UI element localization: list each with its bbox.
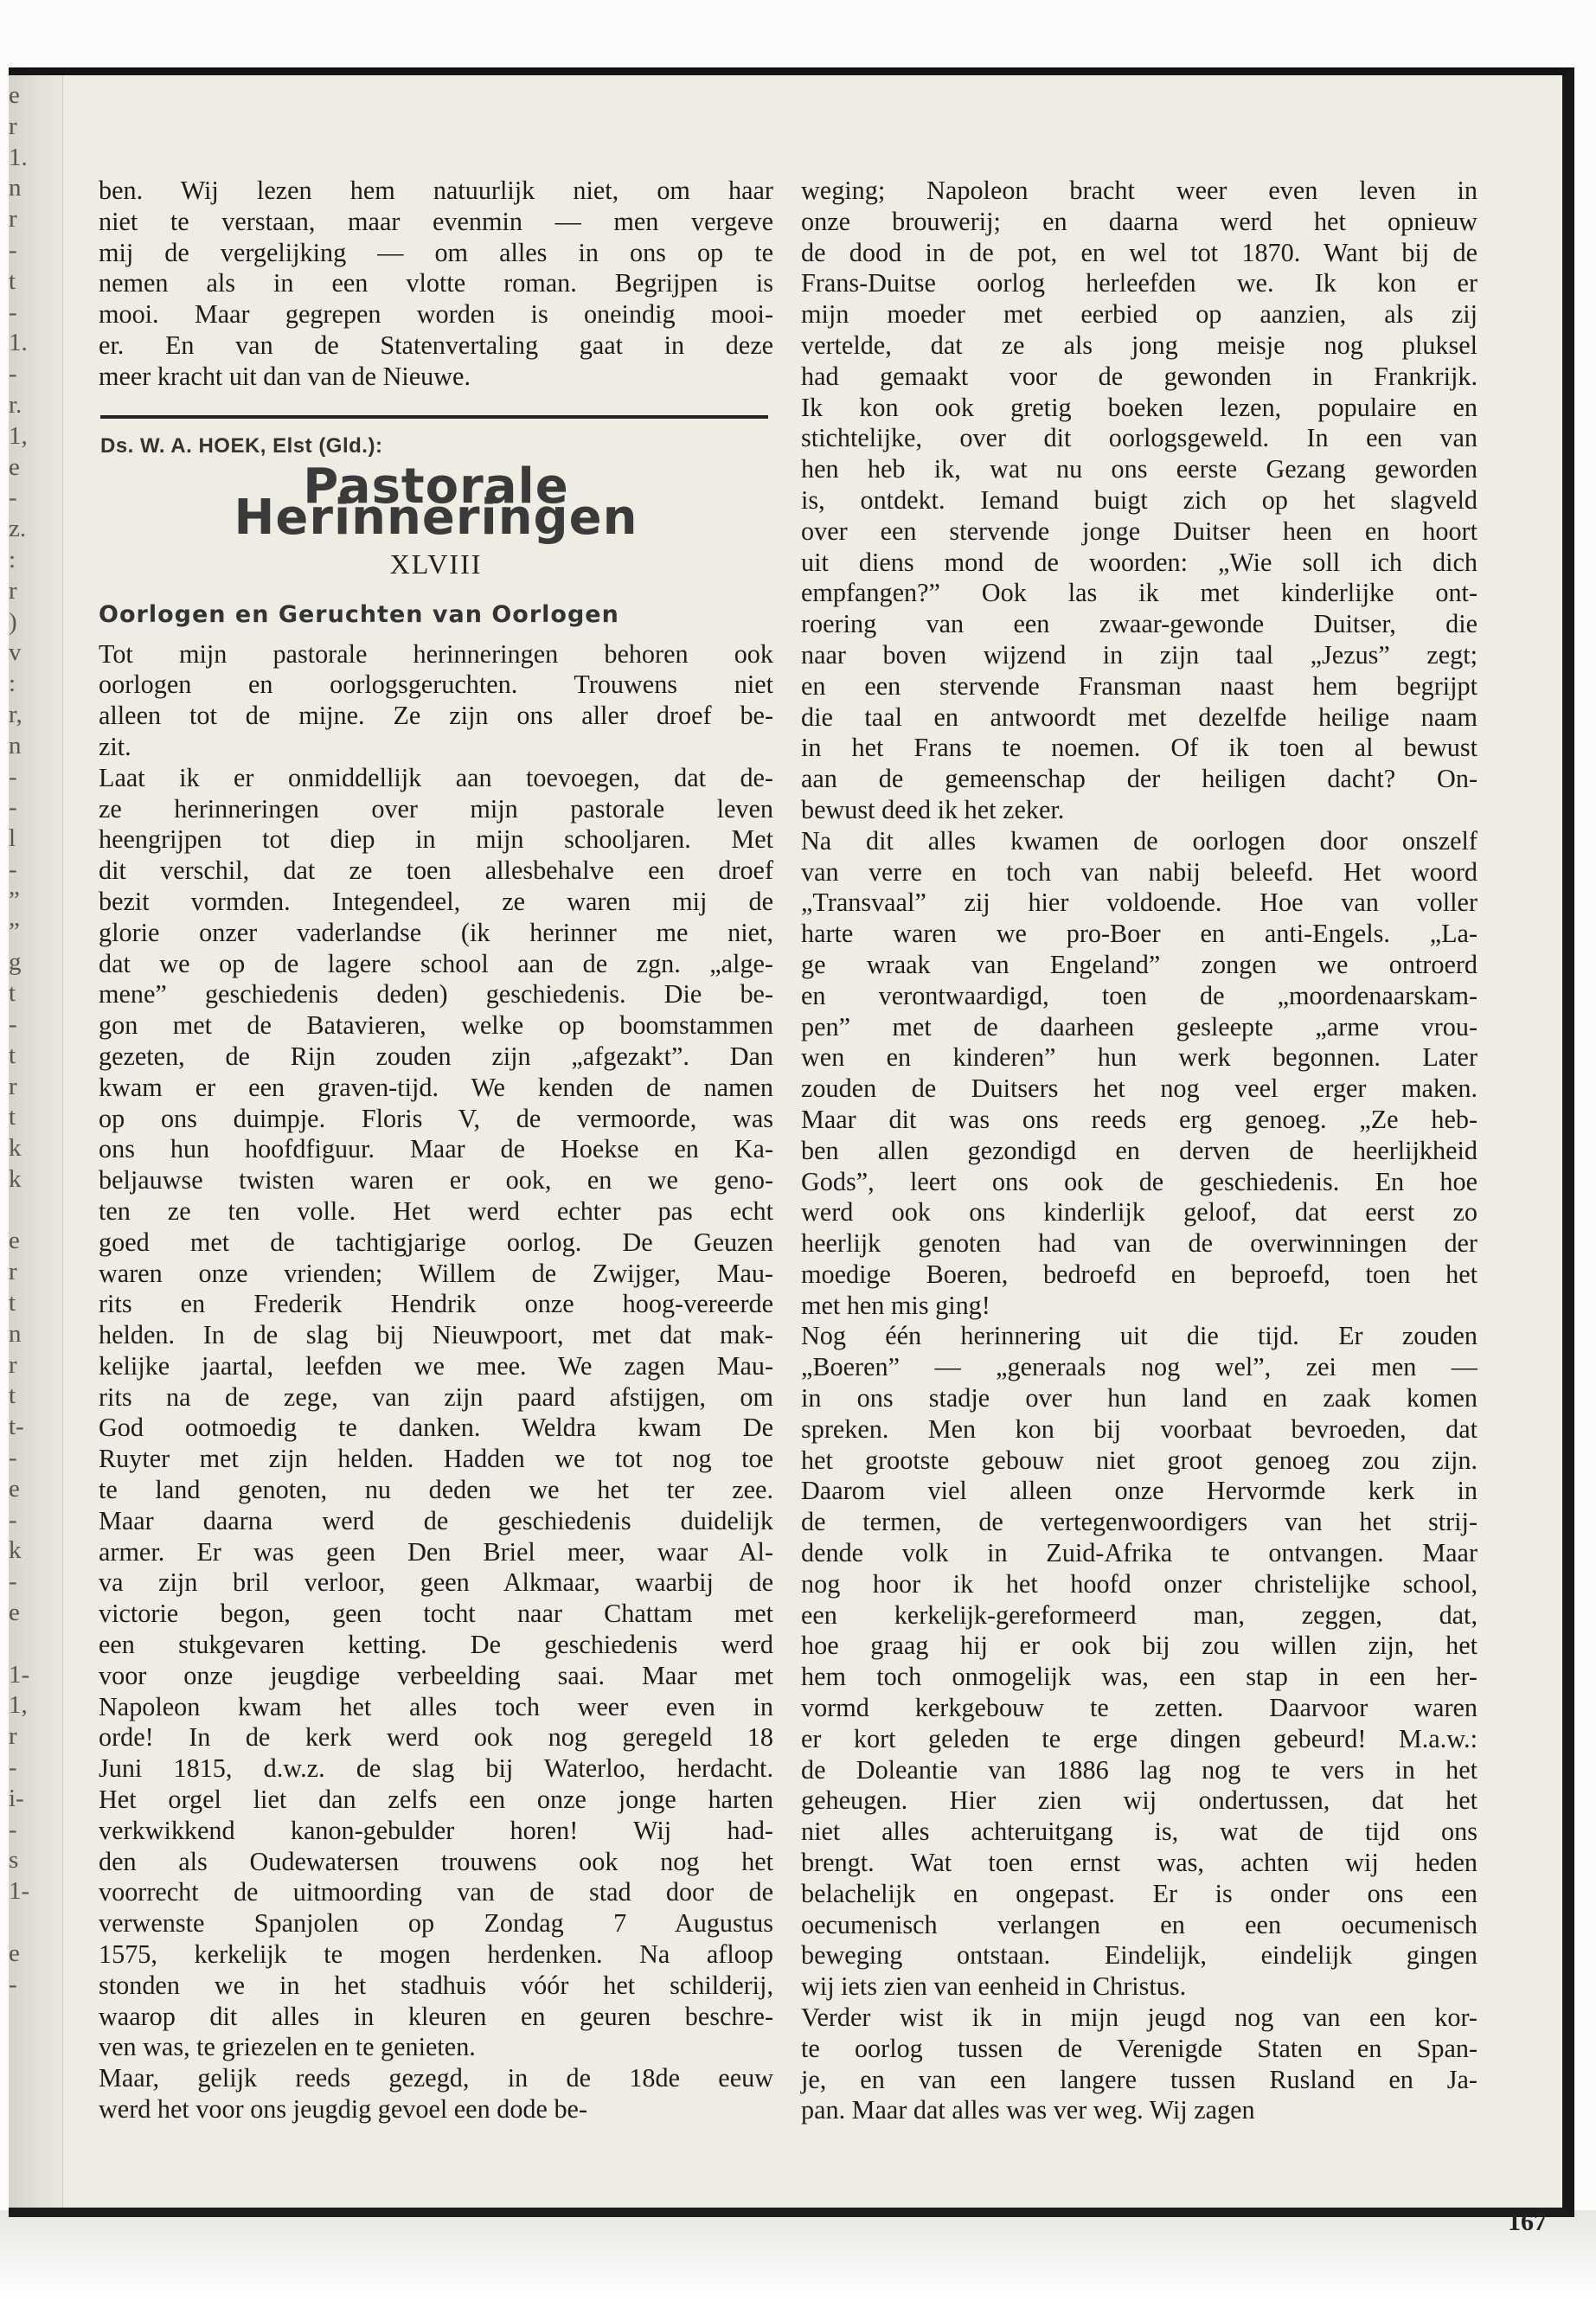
margin-fragment: n bbox=[9, 1319, 22, 1348]
text-line: de Doleantie van 1886 lag nog te vers in het bbox=[801, 1754, 1477, 1785]
article-title: Pastorale Herinneringen bbox=[234, 458, 638, 547]
text-line: vertelde, dat ze als jong meisje nog pluksel bbox=[801, 330, 1477, 360]
text-line: oecumenisch verlangen en een oecumenisch bbox=[801, 1909, 1477, 1939]
text-line: harte waren we pro-Boer en anti-Engels. „La- bbox=[801, 919, 1477, 949]
facing-page-margin bbox=[9, 75, 63, 2208]
text-line: hoe graag hij er ook bij zou willen zijn, het bbox=[801, 1631, 1477, 1661]
margin-fragment: n bbox=[9, 731, 22, 760]
margin-fragment: k bbox=[9, 1164, 22, 1193]
text-line: waarop dit alles in kleuren en geuren beschre- bbox=[99, 2001, 773, 2031]
margin-fragment: r bbox=[9, 1258, 17, 1286]
text-line: moedige Boeren, bedroefd en beproefd, toen het bbox=[801, 1259, 1477, 1289]
text-line: roering van een zwaar-gewonde Duitser, die bbox=[801, 609, 1477, 639]
text-line: aan de gemeenschap der heiligen dacht? On- bbox=[801, 764, 1477, 794]
text-line: werd het voor ons jeugdig gevoel een dode be- bbox=[99, 2094, 587, 2125]
text-line: ben allen gezondigd en derven de heerlijkheid bbox=[801, 1135, 1477, 1165]
text-line: hen heb ik, wat nu ons eerste Gezang geworden bbox=[801, 454, 1477, 484]
text-line: te land genoten, nu deden we het ter zee. bbox=[99, 1475, 773, 1505]
text-line: den als Oudewatersen trouwens ook nog het bbox=[99, 1846, 773, 1876]
text-line: er. En van de Statenvertaling gaat in deze bbox=[99, 330, 773, 360]
margin-fragment bbox=[9, 1907, 29, 1939]
text-line: van verre en toch van nabij beleefd. Het woord bbox=[801, 856, 1477, 887]
text-line: „Transvaal” zij hier voldoende. Hoe van voller bbox=[801, 888, 1477, 918]
article-subtitle: Oorlogen en Geruchten van Oorlogen bbox=[99, 600, 619, 628]
text-line: ten ze ten volle. Het werd echter pas echt bbox=[99, 1195, 773, 1226]
margin-fragments bbox=[9, 80, 29, 2000]
margin-fragment: - bbox=[9, 762, 17, 791]
text-line: victorie begon, geen tocht naar Chattam met bbox=[99, 1599, 773, 1629]
margin-fragment: - bbox=[9, 855, 17, 883]
text-line: mij de vergelijking — om alles in ons op te bbox=[99, 237, 773, 267]
text-line: God ootmoedig te danken. Weldra kwam De bbox=[99, 1413, 773, 1443]
margin-fragment: k bbox=[9, 1536, 22, 1565]
section-divider bbox=[100, 415, 768, 419]
margin-fragment: g bbox=[9, 948, 22, 977]
text-line: orde! In de kerk werd ook nog geregeld 18 bbox=[99, 1722, 773, 1753]
text-line: weging; Napoleon bracht weer even leven in bbox=[801, 176, 1477, 205]
margin-fragment bbox=[9, 1195, 29, 1227]
text-line: en verontwaardigd, toen de „moordenaarskam- bbox=[801, 980, 1477, 1010]
text-line: geheugen. Hier zien wij ondertussen, dat het bbox=[801, 1785, 1477, 1816]
text-line: het grootste gebouw niet groot genoeg zou zijn. bbox=[801, 1445, 1477, 1475]
margin-fragment: - bbox=[9, 484, 17, 512]
text-line: Maar dit was ons reeds erg genoeg. „Ze heb- bbox=[801, 1104, 1477, 1134]
margin-fragment: t- bbox=[9, 1413, 24, 1441]
text-line: verwenste Spanjolen op Zondag 7 Augustus bbox=[99, 1908, 773, 1939]
text-line: ven was, te griezelen en te genieten. bbox=[99, 2032, 476, 2062]
margin-fragment: 1, bbox=[9, 421, 28, 450]
text-line: Daarom viel alleen onze Hervormde kerk in bbox=[801, 1476, 1477, 1506]
text-line: kelijke jaartal, leefden we mee. We zagen Mau- bbox=[99, 1350, 773, 1381]
text-line: rits en Frederik Hendrik onze hoog-vereerde bbox=[99, 1289, 773, 1319]
text-line: had gemaakt voor de gewonden in Frankrijk. bbox=[801, 361, 1477, 391]
margin-fragment: 1. bbox=[9, 143, 28, 171]
margin-fragment: n bbox=[9, 174, 22, 202]
margin-fragment: v bbox=[9, 638, 22, 667]
margin-fragment: t bbox=[9, 266, 16, 295]
text-line: Frans-Duitse oorlog herleefden we. Ik kon er bbox=[801, 268, 1477, 298]
text-line: Nog één herinnering uit die tijd. Er zouden bbox=[801, 1321, 1477, 1351]
text-line: op ons duimpje. Floris V, de vermoorde, was bbox=[99, 1103, 773, 1133]
margin-fragment: t bbox=[9, 979, 16, 1008]
margin-fragment: r bbox=[9, 205, 17, 234]
article-number: XLVIII bbox=[389, 548, 483, 580]
margin-fragment: r bbox=[9, 1350, 17, 1379]
text-line: hem toch onmogelijk was, een stap in een her- bbox=[801, 1662, 1477, 1692]
margin-fragment: - bbox=[9, 1567, 17, 1596]
text-line: mijn moeder met eerbied op aanzien, als zij bbox=[801, 299, 1477, 330]
margin-fragment: t bbox=[9, 1381, 16, 1410]
right-column bbox=[801, 176, 1477, 2126]
text-line: stichtelijke, over dit oorlogsgeweld. In een van bbox=[801, 423, 1477, 453]
text-line: Ruyter met zijn helden. Hadden we tot nog toe bbox=[99, 1444, 773, 1474]
text-line: je, en van een langere tussen Rusland en Ja- bbox=[801, 2064, 1477, 2094]
text-line: naar boven wijzend in zijn taal „Jezus” zegt; bbox=[801, 639, 1477, 670]
text-line: Maar daarna werd de geschiedenis duidelijk bbox=[99, 1505, 773, 1535]
text-line: beweging ontstaan. Eindelijk, eindelijk gingen bbox=[801, 1940, 1477, 1971]
margin-fragment: - bbox=[9, 1815, 17, 1843]
text-line: wen en kinderen” hun werk begonnen. Later bbox=[801, 1042, 1477, 1073]
margin-fragment: - bbox=[9, 1753, 17, 1782]
text-line: voor onze jeugdige verbeelding saai. Maar met bbox=[99, 1660, 773, 1690]
text-line: nog hoor ik het hoofd onzer christelijke school, bbox=[801, 1568, 1477, 1599]
page-number: 167 bbox=[1508, 2208, 1547, 2236]
text-line: de termen, de vertegenwoordigers van het strij- bbox=[801, 1507, 1477, 1537]
margin-fragment: 1- bbox=[9, 1877, 30, 1906]
margin-fragment bbox=[9, 1629, 29, 1660]
text-line: 1575, kerkelijk te mogen herdenken. Na afloop bbox=[99, 1939, 773, 1970]
margin-fragment: z. bbox=[9, 515, 27, 543]
margin-fragment: t bbox=[9, 1289, 16, 1317]
margin-fragment: 1- bbox=[9, 1660, 30, 1689]
text-line: Juni 1815, d.w.z. de slag bij Waterloo, herdacht. bbox=[99, 1753, 773, 1784]
margin-fragment: s bbox=[9, 1846, 19, 1875]
text-line: Verder wist ik in mijn jeugd nog van een kor- bbox=[801, 2003, 1477, 2033]
text-line: vormd kerkgebouw te zetten. Daarvoor waren bbox=[801, 1693, 1477, 1723]
margin-fragment: 1, bbox=[9, 1691, 28, 1720]
text-line: Tot mijn pastorale herinneringen behoren ook bbox=[99, 638, 773, 669]
margin-fragment: r bbox=[9, 576, 17, 605]
margin-fragment: l bbox=[9, 824, 16, 853]
text-line: ons hun hoofdfiguur. Maar de Hoekse en Ka- bbox=[99, 1134, 773, 1164]
text-line: uit diens mond de woorden: „Wie soll ich dich bbox=[801, 547, 1477, 577]
margin-fragment: - bbox=[9, 298, 17, 326]
margin-fragment: - bbox=[9, 1009, 17, 1038]
text-line: armer. Er was geen Den Briel meer, waar Al- bbox=[99, 1536, 773, 1567]
text-line: en een stervende Fransman naast hem begrijpt bbox=[801, 670, 1477, 701]
text-line: wij iets zien van eenheid in Christus. bbox=[801, 1971, 1187, 2002]
text-line: gon met de Batavieren, welke op boomstammen bbox=[99, 1010, 773, 1041]
text-line: pan. Maar dat alles was ver weg. Wij zagen bbox=[801, 2095, 1255, 2125]
margin-fragment: e bbox=[9, 452, 20, 481]
text-line: Ik kon ook gretig boeken lezen, populaire en bbox=[801, 392, 1477, 422]
text-line: niet te verstaan, maar evenmin — men vergeve bbox=[99, 206, 773, 236]
text-line: er kort geleden te erge dingen gebeurd! M.a.w.: bbox=[801, 1723, 1477, 1753]
margin-fragment: - bbox=[9, 235, 17, 264]
text-line: Gods”, leert ons ook de geschiedenis. En hoe bbox=[801, 1166, 1477, 1196]
text-line: heengrijpen tot diep in mijn schooljaren. Met bbox=[99, 824, 773, 855]
text-line: oorlogen en oorlogsgeruchten. Trouwens niet bbox=[99, 670, 773, 700]
book-page bbox=[9, 67, 1574, 2236]
margin-fragment: - bbox=[9, 1970, 17, 1998]
text-line: kwam er een graven-tijd. We kenden de namen bbox=[99, 1072, 773, 1102]
text-line: bewust deed ik het zeker. bbox=[801, 794, 1065, 824]
text-line: onze brouwerij; en daarna werd het opnieuw bbox=[801, 206, 1477, 236]
text-line: belachelijk en ongepast. Er is onder ons een bbox=[801, 1878, 1477, 1908]
margin-fragment: e bbox=[9, 1599, 20, 1627]
text-line: spreken. Men kon bij voorbaat bevroeden, dat bbox=[801, 1413, 1477, 1444]
text-line: stonden we in het stadhuis vóór het schilderij, bbox=[99, 1970, 773, 2000]
text-line: zit. bbox=[99, 731, 131, 761]
text-line: een stukgevaren ketting. De geschiedenis werd bbox=[99, 1630, 773, 1660]
text-line: Het orgel liet dan zelfs een onze jonge harten bbox=[99, 1785, 773, 1815]
margin-fragment: r bbox=[9, 1722, 17, 1751]
margin-fragment: r. bbox=[9, 390, 22, 419]
text-line: glorie onzer vaderlandse (ik herinner me niet, bbox=[99, 917, 773, 947]
text-line: gezeten, de Rijn zouden zijn „afgezakt”. Dan bbox=[99, 1041, 773, 1071]
margin-fragment: t bbox=[9, 1103, 16, 1131]
text-line: een kerkelijk-gereformeerd man, zeggen, dat, bbox=[801, 1599, 1477, 1630]
text-line: dende volk in Zuid-Afrika te ontvangen. Maar bbox=[801, 1538, 1477, 1568]
text-line: „Boeren” — „generaals nog wel”, zei men — bbox=[801, 1352, 1477, 1382]
text-line: beljauwse twisten waren er ook, en we geno- bbox=[99, 1165, 773, 1195]
margin-fragment: e bbox=[9, 1227, 20, 1255]
margin-fragment: - bbox=[9, 1444, 17, 1472]
text-line: waren onze vrienden; Willem de Zwijger, Mau- bbox=[99, 1258, 773, 1288]
text-line: ze herinneringen over mijn pastorale leven bbox=[99, 793, 773, 824]
margin-fragment: ” bbox=[9, 886, 20, 914]
text-line: dit verschil, dat ze toen allesbehalve een droef bbox=[99, 856, 773, 886]
margin-fragment: k bbox=[9, 1134, 22, 1163]
text-line: mooi. Maar gegrepen worden is oneindig mooi- bbox=[99, 299, 773, 330]
text-line: helden. In de slag bij Nieuwpoort, met dat mak- bbox=[99, 1320, 773, 1350]
margin-fragment: e bbox=[9, 1474, 20, 1503]
text-line: voorrecht de uitmoording van de stad door de bbox=[99, 1877, 773, 1907]
text-line: die taal en antwoordt met dezelfde heilige naam bbox=[801, 702, 1477, 732]
text-line: ge wraak van Engeland” zongen we ontroerd bbox=[801, 949, 1477, 979]
text-line: ben. Wij lezen hem natuurlijk niet, om haar bbox=[99, 176, 773, 205]
margin-fragment: - bbox=[9, 360, 17, 388]
margin-fragment: r, bbox=[9, 700, 22, 728]
text-line: zouden de Duitsers het nog veel erger maken. bbox=[801, 1074, 1477, 1104]
intro-paragraph bbox=[99, 176, 773, 393]
text-line: brengt. Wat toen ernst was, achten wij heden bbox=[801, 1848, 1477, 1878]
text-line: dat we op de lagere school aan de zgn. „alge- bbox=[99, 948, 773, 978]
text-line: niet alles achteruitgang is, wat de tijd ons bbox=[801, 1817, 1477, 1847]
text-line: Na dit alles kwamen de oorlogen door onszelf bbox=[801, 825, 1477, 856]
text-line: Napoleon kwam het alles toch weer even in bbox=[99, 1691, 773, 1721]
text-line: bezit vormden. Integendeel, ze waren mij de bbox=[99, 886, 773, 916]
margin-fragment: : bbox=[9, 670, 16, 698]
margin-fragment: e bbox=[9, 1939, 20, 1967]
margin-fragment: t bbox=[9, 1041, 16, 1069]
text-line: rits na de zege, van zijn paard afstijgen, om bbox=[99, 1381, 773, 1412]
text-line: te oorlog tussen de Verenigde Staten en Span- bbox=[801, 2033, 1477, 2063]
margin-fragment: ” bbox=[9, 917, 20, 945]
margin-fragment: i- bbox=[9, 1784, 24, 1812]
text-line: pen” met de daarheen gesleepte „arme vrou- bbox=[801, 1011, 1477, 1042]
text-line: empfangen?” Ook las ik met kinderlijke ont- bbox=[801, 578, 1477, 608]
article-body-left bbox=[99, 639, 773, 2125]
left-column bbox=[99, 176, 773, 2125]
margin-fragment: r bbox=[9, 1072, 17, 1100]
text-line: in het Frans te noemen. Of ik toen al bewust bbox=[801, 733, 1477, 763]
scan-background bbox=[0, 2210, 1596, 2301]
text-line: nemen als in een vlotte roman. Begrijpen is bbox=[99, 268, 773, 298]
text-line: Laat ik er onmiddellijk aan toevoegen, dat de- bbox=[99, 762, 773, 792]
text-line: goed met de tachtigjarige oorlog. De Geuzen bbox=[99, 1227, 773, 1257]
margin-fragment: r bbox=[9, 112, 17, 140]
margin-fragment: 1. bbox=[9, 329, 28, 357]
text-line: de dood in de pot, en wel tot 1870. Want bij de bbox=[801, 237, 1477, 267]
text-line: met hen mis ging! bbox=[801, 1290, 990, 1320]
margin-fragment: - bbox=[9, 793, 17, 822]
article-author: Ds. W. A. HOEK, Elst (Gld.): bbox=[100, 433, 383, 458]
text-line: alleen tot de mijne. Ze zijn ons aller droef be- bbox=[99, 701, 773, 731]
text-line: over een stervende jonge Duitser heen en hoort bbox=[801, 516, 1477, 546]
text-line: va zijn bril verloor, geen Alkmaar, waarbij de bbox=[99, 1567, 773, 1598]
text-line: verkwikkend kanon-gebulder horen! Wij had- bbox=[99, 1815, 773, 1845]
text-line: mene” geschiedenis deden) geschiedenis. Die be- bbox=[99, 979, 773, 1009]
text-line: werd ook ons kinderlijk geloof, dat eerst zo bbox=[801, 1197, 1477, 1227]
margin-fragment: ) bbox=[9, 607, 17, 636]
article-body-right bbox=[801, 176, 1477, 2126]
margin-fragment: : bbox=[9, 545, 16, 574]
margin-fragment: e bbox=[9, 81, 20, 109]
text-line: Maar, gelijk reeds gezegd, in de 18de eeuw bbox=[99, 2063, 773, 2093]
text-line: heerlijk genoten had van de overwinningen der bbox=[801, 1228, 1477, 1259]
text-line: in ons stadje over hun land en zaak komen bbox=[801, 1383, 1477, 1413]
text-line: is, ontdekt. Iemand buigt zich op het slagveld bbox=[801, 484, 1477, 515]
margin-fragment: - bbox=[9, 1505, 17, 1534]
text-line: meer kracht uit dan van de Nieuwe. bbox=[99, 361, 471, 391]
